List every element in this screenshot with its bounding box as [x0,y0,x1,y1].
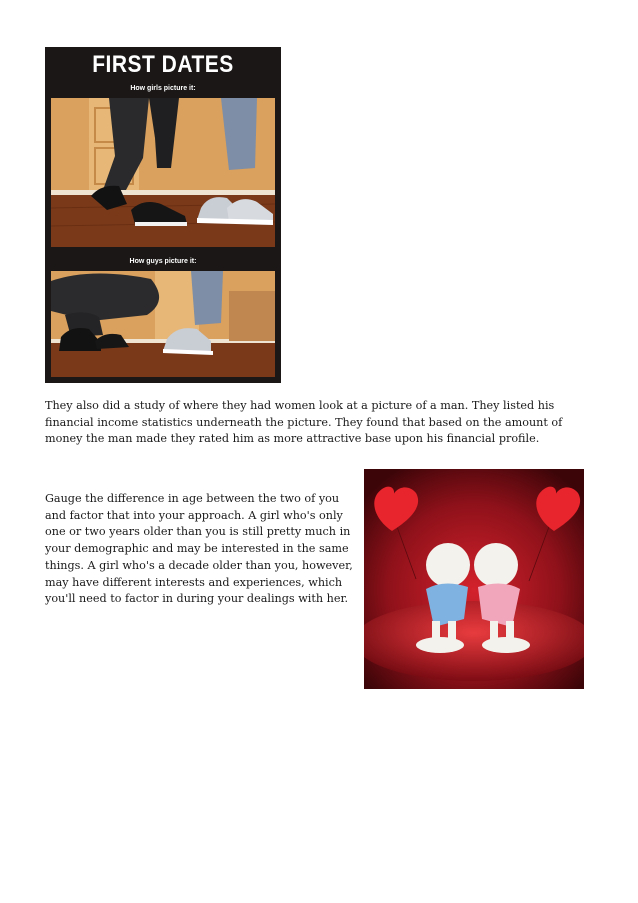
meme-caption-guys: How guys picture it: [129,258,197,265]
kissing-figures-hearts-image [364,469,584,689]
meme-photo-guys [51,271,275,377]
meme-caption-girls: How girls picture it: [130,85,196,92]
first-dates-meme-image [45,47,281,383]
paragraph-financial-study: They also did a study of where they had women look at a picture of a man. They listed his financial income statistics underneath the picture. They found that based on the amount of money the man made they rated him as more attractive base upon his financial profile. [45,399,563,446]
paragraph-age-difference: Gauge the difference in age between the two of you and factor that into your approach. A girl who's only one or two years older than you is still pretty much in your demographic and may be interested in the same things. A girl who's a decade older than you, however, may have different interests and experiences, which you'll need to factor in during your dealings with her. [45,492,353,606]
meme-title: FIRST DATES [92,51,234,78]
meme-photo-girls [51,98,275,247]
